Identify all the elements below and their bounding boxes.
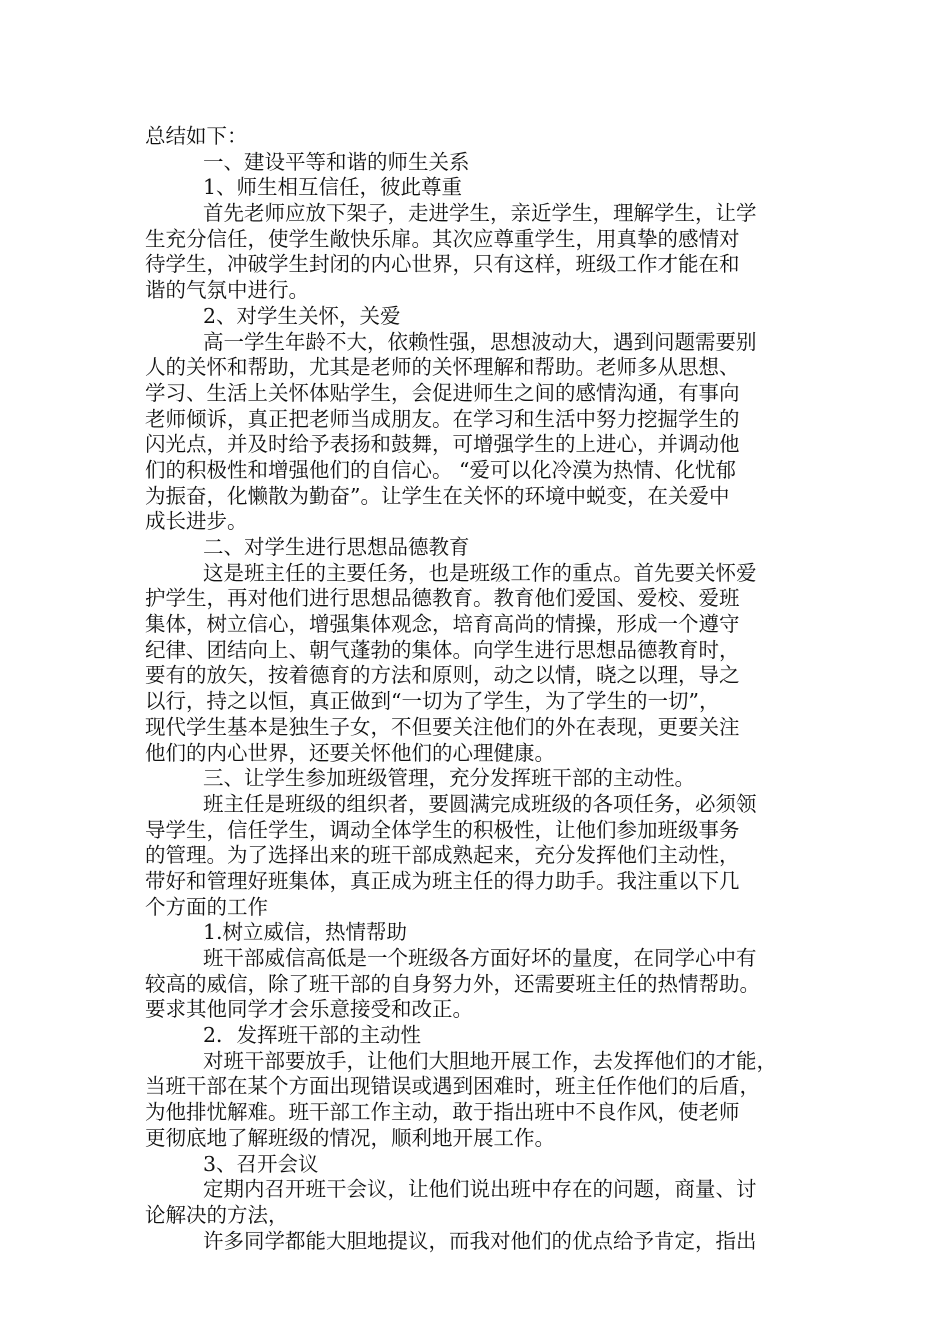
text-line: 他们的内心世界，还要关怀他们的心理健康。 xyxy=(145,740,555,765)
text-line: 的管理。为了选择出来的班干部成熟起来，充分发挥他们主动性， xyxy=(145,843,740,868)
text-line: 为他排忧解难。班干部工作主动，敢于指出班中不良作风，使老师 xyxy=(145,1100,740,1125)
text-line: 三、让学生参加班级管理，充分发挥班干部的主动性。 xyxy=(203,766,695,791)
text-line: 护学生，再对他们进行思想品德教育。教育他们爱国、爱校、爱班 xyxy=(145,586,740,611)
text-line: 成长进步。 xyxy=(145,509,248,534)
text-line: 更彻底地了解班级的情况，顺利地开展工作。 xyxy=(145,1125,555,1150)
text-line: 许多同学都能大胆地提议，而我对他们的优点给予肯定，指出 xyxy=(203,1228,757,1253)
text-line: 2、对学生关怀，关爱 xyxy=(203,303,401,328)
text-line: 待学生，冲破学生封闭的内心世界，只有这样，班级工作才能在和 xyxy=(145,252,740,277)
text-line: 闪光点，并及时给予表扬和鼓舞，可增强学生的上进心，并调动他 xyxy=(145,432,740,457)
text-line: 现代学生基本是独生子女，不但要关注他们的外在表现，更要关注 xyxy=(145,714,740,739)
text-line: 这是班主任的主要任务，也是班级工作的重点。首先要关怀爱 xyxy=(203,560,757,585)
text-line: 导学生，信任学生，调动全体学生的积极性，让他们参加班级事务 xyxy=(145,817,740,842)
text-line: 首先老师应放下架子，走进学生，亲近学生，理解学生，让学 xyxy=(203,201,757,226)
text-line: 定期内召开班干会议，让他们说出班中存在的问题，商量、讨 xyxy=(203,1177,757,1202)
text-line: 老师倾诉，真正把老师当成朋友。在学习和生活中努力挖掘学生的 xyxy=(145,406,740,431)
text-line: 生充分信任，使学生敞快乐扉。其次应尊重学生，用真挚的感情对 xyxy=(145,226,740,251)
text-line: 纪律、团结向上、朝气蓬勃的集体。向学生进行思想品德教育时， xyxy=(145,637,740,662)
text-line: 较高的威信，除了班干部的自身努力外，还需要班主任的热情帮助。 xyxy=(145,971,760,996)
text-line: 对班干部要放手，让他们大胆地开展工作，去发挥他们的才能， xyxy=(203,1048,777,1073)
text-line: 带好和管理好班集体，真正成为班主任的得力助手。我注重以下几 xyxy=(145,868,740,893)
text-line: 二、对学生进行思想品德教育 xyxy=(203,535,470,559)
text-line: 班干部威信高低是一个班级各方面好坏的量度，在同学心中有 xyxy=(203,946,757,970)
text-line: 1.树立威信，热情帮助 xyxy=(203,920,408,945)
text-line: 谐的气氛中进行。 xyxy=(145,278,309,303)
text-line: 2．发挥班干部的主动性 xyxy=(203,1023,422,1048)
text-line: 当班干部在某个方面出现错误或遇到困难时，班主任作他们的后盾， xyxy=(145,1074,760,1099)
text-line: 一、建设平等和谐的师生关系 xyxy=(203,149,470,174)
text-line: 以行，持之以恒，真正做到“一切为了学生，为了学生的一切”， xyxy=(145,689,720,714)
text-line: 为振奋，化懒散为勤奋”。让学生在关怀的环境中蜕变，在关爱中 xyxy=(145,483,730,508)
text-line: 学习、生活上关怀体贴学生，会促进师生之间的感情沟通，有事向 xyxy=(145,380,740,405)
text-line: 班主任是班级的组织者，要圆满完成班级的各项任务，必须领 xyxy=(203,791,757,816)
text-line: 3、召开会议 xyxy=(203,1151,319,1176)
text-line: 要有的放矢，按着德育的方法和原则，动之以情，晓之以理，导之 xyxy=(145,663,740,688)
text-line: 1、师生相互信任，彼此尊重 xyxy=(203,175,463,200)
text-line: 总结如下： xyxy=(145,124,248,148)
text-line: 论解决的方法， xyxy=(145,1202,289,1227)
text-line: 个方面的工作 xyxy=(145,894,268,919)
text-line: 高一学生年龄不大，依赖性强，思想波动大，遇到问题需要别 xyxy=(203,329,757,354)
text-line: 们的积极性和增强他们的自信心。 “爱可以化冷漠为热情、化忧郁 xyxy=(145,457,736,482)
text-line: 集体，树立信心，增强集体观念，培育高尚的情操，形成一个遵守 xyxy=(145,612,740,637)
text-line: 要求其他同学才会乐意接受和改正。 xyxy=(145,997,473,1022)
document-page xyxy=(145,124,815,1254)
text-line: 人的关怀和帮助，尤其是老师的关怀理解和帮助。老师多从思想、 xyxy=(145,355,740,380)
